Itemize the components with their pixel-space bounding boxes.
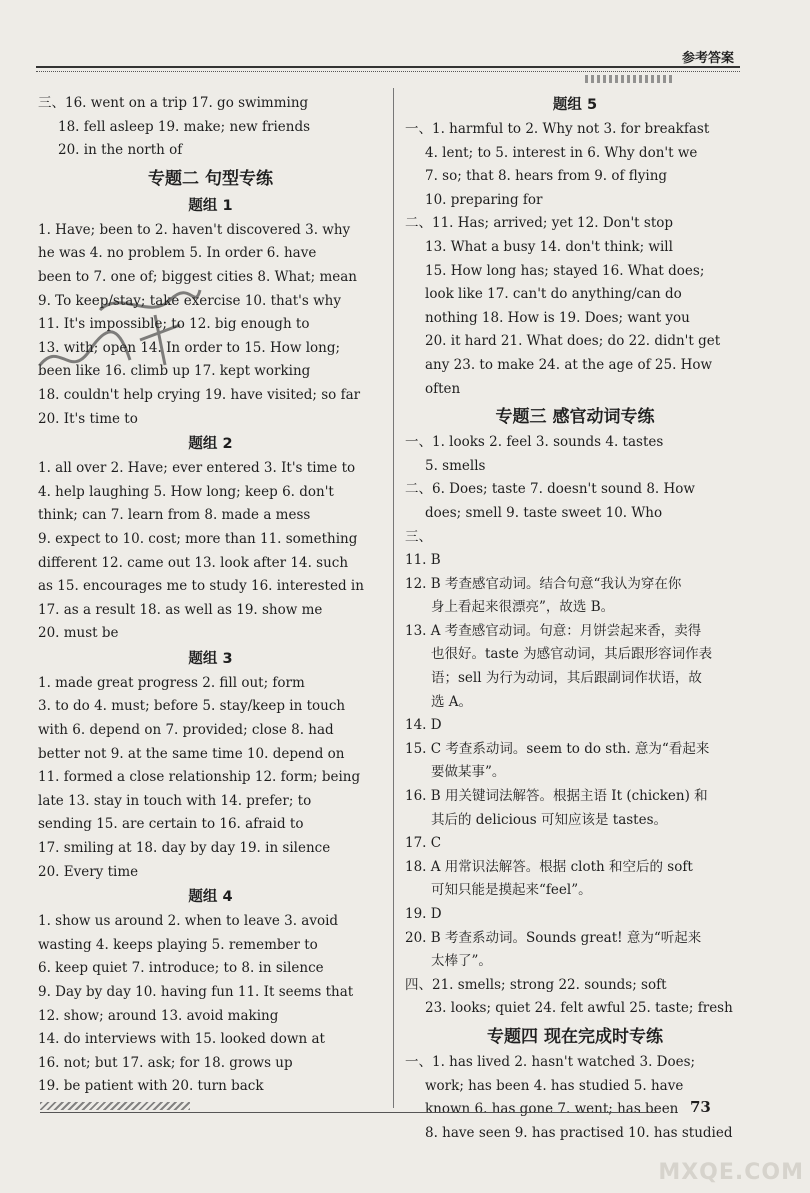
- answer-line: 也很好。taste 为感官动词，其后跟形容词作表: [431, 646, 713, 663]
- group-title: 题组 3: [188, 650, 233, 667]
- answer-line: 17. C: [405, 835, 442, 852]
- answer-line: 13. What a busy 14. don't think; will: [425, 238, 673, 255]
- watermark: MXQE.COM: [658, 1160, 804, 1185]
- right-column: [405, 92, 745, 1145]
- answer-line: 三、16. went on a trip 17. go swimming: [38, 95, 309, 111]
- answer-line: 3. to do 4. must; before 5. stay/keep in touch: [38, 698, 346, 715]
- answer-line: he was 4. no problem 5. In order 6. have: [38, 245, 317, 262]
- header-title: 参考答案: [681, 51, 734, 66]
- answer-line: 9. To keep/stay; take exercise 10. that's why: [38, 292, 341, 309]
- answer-line: 12. B 考查感官动词。结合句意“我认为穿在你: [405, 575, 682, 592]
- answer-line: think; can 7. learn from 8. made a mess: [38, 507, 311, 524]
- answer-line: 18. couldn't help crying 19. have visited; so far: [38, 386, 361, 403]
- answer-line: 20. in the north of: [58, 142, 183, 159]
- answer-line: 选 A。: [431, 693, 473, 710]
- column-divider: [393, 88, 394, 1108]
- answer-line: work; has been 4. has studied 5. have: [425, 1077, 684, 1094]
- answer-line: 4. lent; to 5. interest in 6. Why don't we: [425, 144, 698, 161]
- answer-line: 太棒了”。: [431, 953, 492, 970]
- answer-line: 一、1. looks 2. feel 3. sounds 4. tastes: [405, 434, 664, 451]
- answer-line: 1. all over 2. Have; ever entered 3. It's time to: [38, 460, 356, 477]
- answer-line: 17. as a result 18. as well as 19. show me: [38, 601, 323, 618]
- answer-line: 二、6. Does; taste 7. doesn't sound 8. How: [405, 481, 695, 498]
- answer-line: 11. B: [405, 552, 441, 569]
- answer-line: 23. looks; quiet 24. felt awful 25. taste; fresh: [425, 1000, 733, 1017]
- answer-line: late 13. stay in touch with 14. prefer; to: [38, 792, 312, 809]
- group-title: 题组 1: [188, 197, 233, 214]
- answer-line: does; smell 9. taste sweet 10. Who: [425, 504, 663, 521]
- answer-line: 13. with; open 14. In order to 15. How long;: [38, 339, 341, 356]
- answer-line: 6. keep quiet 7. introduce; to 8. in silence: [38, 960, 324, 977]
- answer-line: 1. made great progress 2. fill out; form: [38, 674, 305, 691]
- answer-line: sending 15. are certain to 16. afraid to: [38, 816, 304, 833]
- answer-line: 8. have seen 9. has practised 10. has studied: [425, 1124, 733, 1141]
- answer-line: 一、1. harmful to 2. Why not 3. for breakfast: [405, 121, 710, 137]
- section-title: 专题三 感官动词专练: [495, 407, 655, 428]
- answer-line: 12. show; around 13. avoid making: [38, 1007, 279, 1024]
- group-title: 题组 2: [188, 436, 233, 453]
- answer-line: 语；sell 为行为动词，其后跟副词作状语，故: [431, 670, 702, 687]
- answer-line: 二、11. Has; arrived; yet 12. Don't stop: [405, 215, 674, 232]
- answer-line: with 6. depend on 7. provided; close 8. had: [38, 722, 334, 739]
- answer-line: 1. Have; been to 2. haven't discovered 3. why: [38, 221, 351, 238]
- answer-line: any 23. to make 24. at the age of 25. How: [425, 356, 713, 373]
- answer-line: 11. formed a close relationship 12. form; being: [38, 769, 361, 786]
- header-dots-decoration: [585, 75, 675, 83]
- left-column: [38, 92, 383, 1099]
- answer-line: 14. do interviews with 15. looked down at: [38, 1031, 325, 1048]
- answer-line: wasting 4. keeps playing 5. remember to: [38, 936, 318, 953]
- header-rule-dotted: [36, 71, 740, 72]
- answer-line: look like 17. can't do anything/can do: [425, 286, 682, 303]
- answer-line: 20. It's time to: [38, 410, 138, 427]
- answer-line: been like 16. climb up 17. kept working: [38, 363, 311, 380]
- page-number: 73: [690, 1098, 711, 1116]
- footer-rule: [40, 1112, 660, 1113]
- answer-line: 可知只能是摸起来“feel”。: [431, 882, 592, 899]
- answer-line: nothing 18. How is 19. Does; want you: [425, 309, 690, 326]
- answer-line: 16. B 用关键词法解答。根据主语 It (chicken) 和: [405, 788, 708, 805]
- answer-line: 18. fell asleep 19. make; new friends: [58, 118, 311, 135]
- answer-line: 20. Every time: [38, 863, 139, 880]
- answer-line: 20. must be: [38, 625, 119, 642]
- answer-line: 9. Day by day 10. having fun 11. It seems that: [38, 984, 354, 1000]
- answer-line: 16. not; but 17. ask; for 18. grows up: [38, 1054, 293, 1071]
- answer-line: known 6. has gone 7. went; has been: [425, 1101, 679, 1118]
- answer-line: 15. C 考查系动词。seem to do sth. 意为“看起来: [405, 740, 710, 757]
- answer-line: 1. show us around 2. when to leave 3. avoid: [38, 913, 339, 930]
- answer-line: 13. A 考查感官动词。句意：月饼尝起来香，卖得: [405, 622, 702, 639]
- answer-line: as 15. encourages me to study 16. interested in: [38, 578, 364, 595]
- header-rule: [36, 66, 740, 68]
- answer-line: 其后的 delicious 可知应该是 tastes。: [431, 811, 668, 828]
- answer-line: 三、: [405, 528, 432, 545]
- answer-line: different 12. came out 13. look after 14. such: [38, 554, 349, 571]
- answer-line: 身上看起来很漂亮”，故选 B。: [431, 599, 615, 616]
- section-title: 专题四 现在完成时专练: [487, 1026, 663, 1047]
- answer-line: 19. be patient with 20. turn back: [38, 1078, 264, 1095]
- answer-line: 18. A 用常识法解答。根据 cloth 和空后的 soft: [405, 858, 693, 875]
- answer-line: 5. smells: [425, 457, 486, 474]
- answer-line: 9. expect to 10. cost; more than 11. something: [38, 530, 358, 547]
- answer-line: often: [425, 380, 461, 397]
- answer-line: 20. B 考查系动词。Sounds great! 意为“听起来: [405, 929, 702, 946]
- footer-wave-decoration: [40, 1102, 190, 1110]
- answer-line: 17. smiling at 18. day by day 19. in silence: [38, 840, 331, 857]
- answer-line: better not 9. at the same time 10. depend on: [38, 745, 345, 762]
- answer-line: 11. It's impossible; to 12. big enough to: [38, 316, 310, 333]
- answer-line: 四、21. smells; strong 22. sounds; soft: [405, 976, 667, 993]
- group-title: 题组 4: [188, 889, 233, 906]
- answer-line: 14. D: [405, 717, 442, 734]
- answer-line: 一、1. has lived 2. hasn't watched 3. Does;: [405, 1053, 696, 1070]
- answer-line: 10. preparing for: [425, 191, 543, 208]
- answer-line: 要做某事”。: [431, 764, 506, 781]
- group-title: 题组 5: [552, 97, 598, 113]
- answer-line: 7. so; that 8. hears from 9. of flying: [425, 168, 668, 185]
- answer-line: been to 7. one of; biggest cities 8. What; mean: [38, 268, 357, 285]
- answer-line: 4. help laughing 5. How long; keep 6. don't: [38, 483, 334, 500]
- answer-line: 19. D: [405, 906, 442, 922]
- answer-line: 15. How long has; stayed 16. What does;: [425, 262, 705, 279]
- section-title: 专题二 句型专练: [148, 168, 273, 189]
- answer-line: 20. it hard 21. What does; do 22. didn't get: [425, 333, 721, 350]
